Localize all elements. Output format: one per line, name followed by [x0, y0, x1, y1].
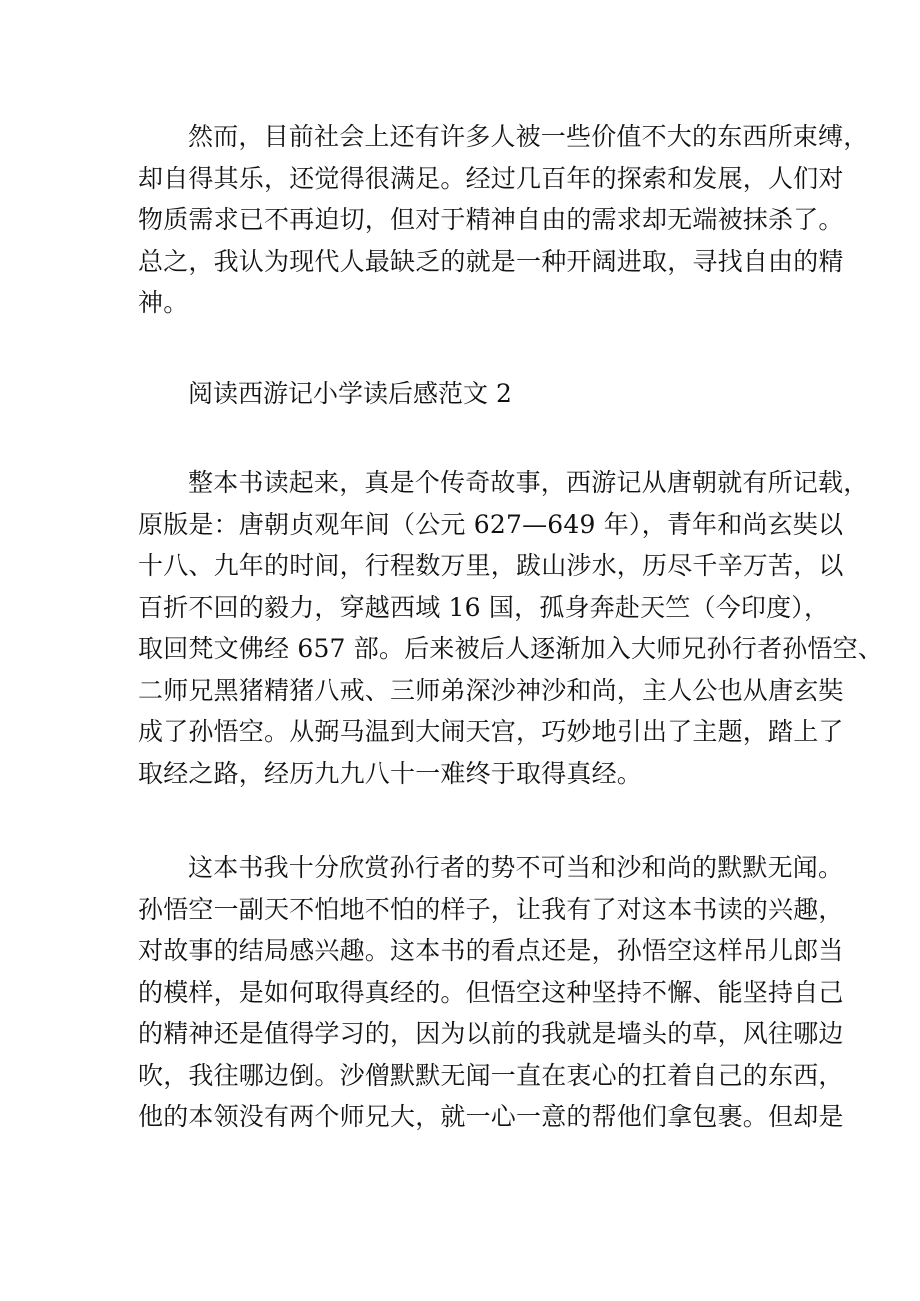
- paragraph-line: 吹，我往哪边倒。沙僧默默无闻一直在衷心的扛着自己的东西，: [138, 1060, 844, 1090]
- paragraph-line: 取经之路，经历九九八十一难终于取得真经。: [138, 758, 643, 788]
- paragraph-line: 十八、九年的时间，行程数万里，跋山涉水，历尽千辛万苦，以: [138, 551, 844, 580]
- paragraph-line: 孙悟空一副天不怕地不怕的样子，让我有了对这本书读的兴趣，: [138, 894, 844, 924]
- paragraph-line: 然而，目前社会上还有许多人被一些价值不大的东西所束缚，: [188, 122, 869, 151]
- paragraph-line: 的模样，是如何取得真经的。但悟空这种坚持不懈、能坚持自己: [138, 977, 844, 1007]
- paragraph-line: 原版是：唐朝贞观年间（公元 627—649 年），青年和尚玄奘以: [138, 509, 844, 539]
- paragraph-line: 却自得其乐，还觉得很满足。经过几百年的探索和发展，人们对: [138, 163, 844, 193]
- paragraph-line: 的精神还是值得学习的，因为以前的我就是墙头的草，风往哪边: [138, 1019, 844, 1048]
- paragraph-line: 这本书我十分欣赏孙行者的势不可当和沙和尚的默默无闻。: [188, 853, 844, 882]
- paragraph-line: 对故事的结局感兴趣。这本书的看点还是，孙悟空这样吊儿郎当: [138, 936, 844, 965]
- paragraph-line: 总之，我认为现代人最缺乏的就是一种开阔进取，寻找自由的精: [138, 246, 844, 276]
- paragraph-line: 整本书读起来，真是个传奇故事，西游记从唐朝就有所记载，: [188, 468, 869, 497]
- paragraph-line: 二师兄黑猪精猪八戒、三师弟深沙神沙和尚，主人公也从唐玄奘: [138, 675, 844, 705]
- paragraph-2: [138, 462, 884, 794]
- paragraph-line: 他的本领没有两个师兄大，就一心一意的帮他们拿包裹。但却是: [138, 1102, 844, 1131]
- paragraph-line: 成了孙悟空。从弼马温到大闹天宫，巧妙地引出了主题，踏上了: [138, 717, 844, 746]
- paragraph-1: [138, 116, 869, 324]
- paragraph-line: 物质需求已不再迫切，但对于精神自由的需求却无端被抹杀了。: [138, 205, 844, 234]
- paragraph-line: 取回梵文佛经 657 部。后来被后人逐渐加入大师兄孙行者孙悟空、: [138, 634, 884, 663]
- paragraph-line: 神。: [138, 288, 189, 317]
- section-heading: 阅读西游记小学读后感范文 2: [188, 379, 512, 408]
- paragraph-3: [138, 847, 844, 1138]
- paragraph-line: 百折不回的毅力，穿越西域 16 国，孤身奔赴天竺（今印度），: [138, 592, 830, 622]
